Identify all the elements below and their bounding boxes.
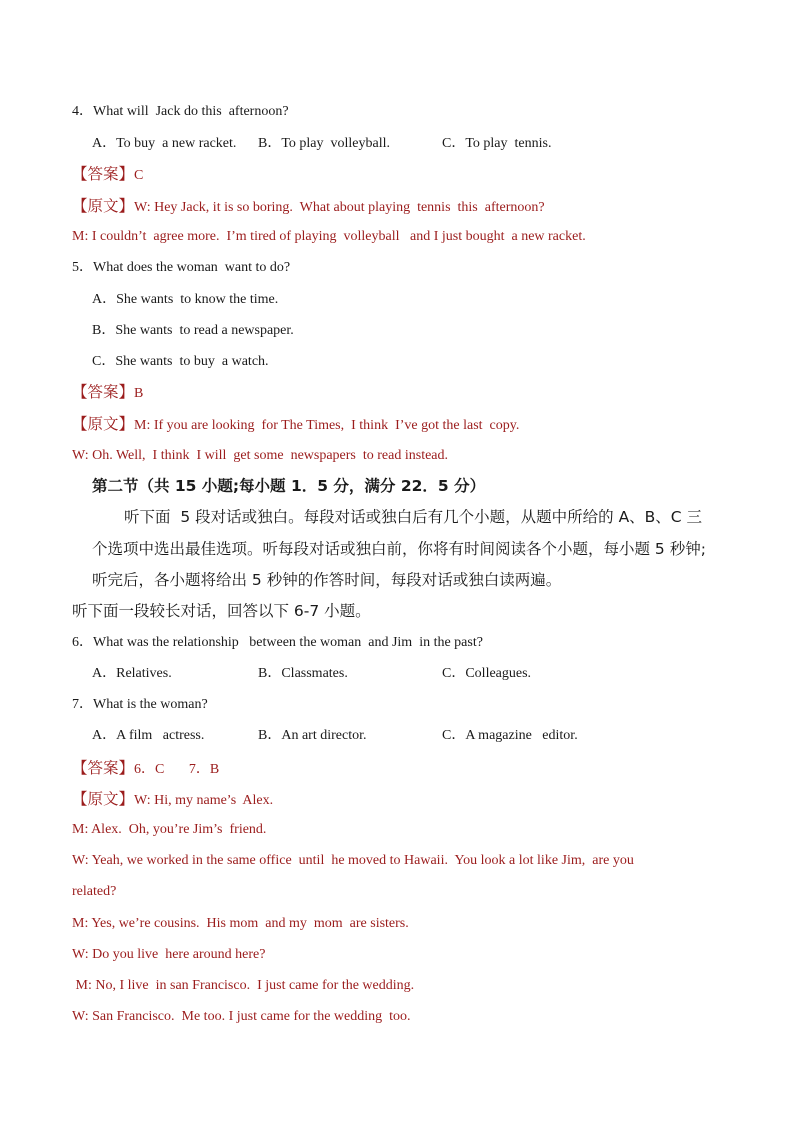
answer-tag: 【答案】 [72,383,135,401]
answer-value: 6．C 7．B [134,762,220,777]
q4-answer [72,164,143,185]
q4-option-a: A．To buy a new racket. [92,136,237,151]
sub-instruction: 听下面一段较长对话，回答以下 6-7 小题。 [72,602,371,620]
instruction-line-3: 听完后，各小题将给出 5 秒钟的作答时间，每段对话或独白读两遍。 [92,571,562,589]
q67-script-line-7: M: No, I live in san Francisco. I just came for the wedding. [72,978,415,993]
script-tag: 【原文】 [72,415,135,433]
q67-script-line-1 [72,789,273,810]
q4-question: 4．What will Jack do this afternoon? [72,104,289,119]
q67-script-line-6: W: Do you live here around here? [72,947,266,962]
script-text: W: Hi, my name’s Alex. [134,793,274,808]
q67-script-line-4: related? [72,884,117,899]
answer-value: B [134,386,144,401]
script-text: M: If you are looking for The Times, I think I’ve got the last copy. [134,418,520,433]
script-text: W: Hey Jack, it is so boring. What about playing tennis this afternoon? [134,200,545,215]
q7-option-c: C．A magazine editor. [442,728,578,743]
q7-option-a: A．A film actress. [92,728,205,743]
q7-option-b: B．An art director. [258,728,367,743]
answer-value: C [134,168,144,183]
q5-answer [72,382,143,403]
q4-script-line-2: M: I couldn’t agree more. I’m tired of playing volleyball and I just bought a new racket. [72,229,586,244]
script-tag: 【原文】 [72,790,135,808]
q67-script-line-8: W: San Francisco. Me too. I just came for the wedding too. [72,1009,411,1024]
instruction-line-1: 听下面 5 段对话或独白。每段对话或独白后有几个小题，从题中所给的 A、B、C 三 [124,508,703,526]
q5-option-c: C．She wants to buy a watch. [92,354,269,369]
section-heading: 第二节（共 15 小题;每小题 1．5 分，满分 22．5 分） [92,477,486,495]
q67-script-line-5: M: Yes, we’re cousins. His mom and my mom are sisters. [72,916,409,931]
q4-script-line-1 [72,196,545,217]
q67-script-line-2: M: Alex. Oh, you’re Jim’s friend. [72,822,267,837]
instruction-line-2: 个选项中选出最佳选项。听每段对话或独白前，你将有时间阅读各个小题，每小题 5 秒钟; [92,540,706,558]
q5-option-b: B．She wants to read a newspaper. [92,323,294,338]
q6-question: 6．What was the relationship between the woman and Jim in the past? [72,635,483,650]
q4-option-b: B．To play volleyball. [258,136,391,151]
q4-option-c: C．To play tennis. [442,136,552,151]
q5-option-a: A．She wants to know the time. [92,292,279,307]
answer-tag: 【答案】 [72,165,135,183]
script-tag: 【原文】 [72,197,135,215]
q5-script-line-1 [72,414,519,435]
q5-question: 5．What does the woman want to do? [72,260,291,275]
q7-question: 7．What is the woman? [72,697,208,712]
q6-option-b: B．Classmates. [258,666,348,681]
q6-option-a: A．Relatives. [92,666,172,681]
answer-tag: 【答案】 [72,759,135,777]
q6-option-c: C．Colleagues. [442,666,532,681]
q5-script-line-2: W: Oh. Well, I think I will get some newspapers to read instead. [72,448,449,463]
q67-script-line-3: W: Yeah, we worked in the same office until he moved to Hawaii. You look a lot like Jim, are you [72,853,634,868]
q67-answer [72,758,219,779]
